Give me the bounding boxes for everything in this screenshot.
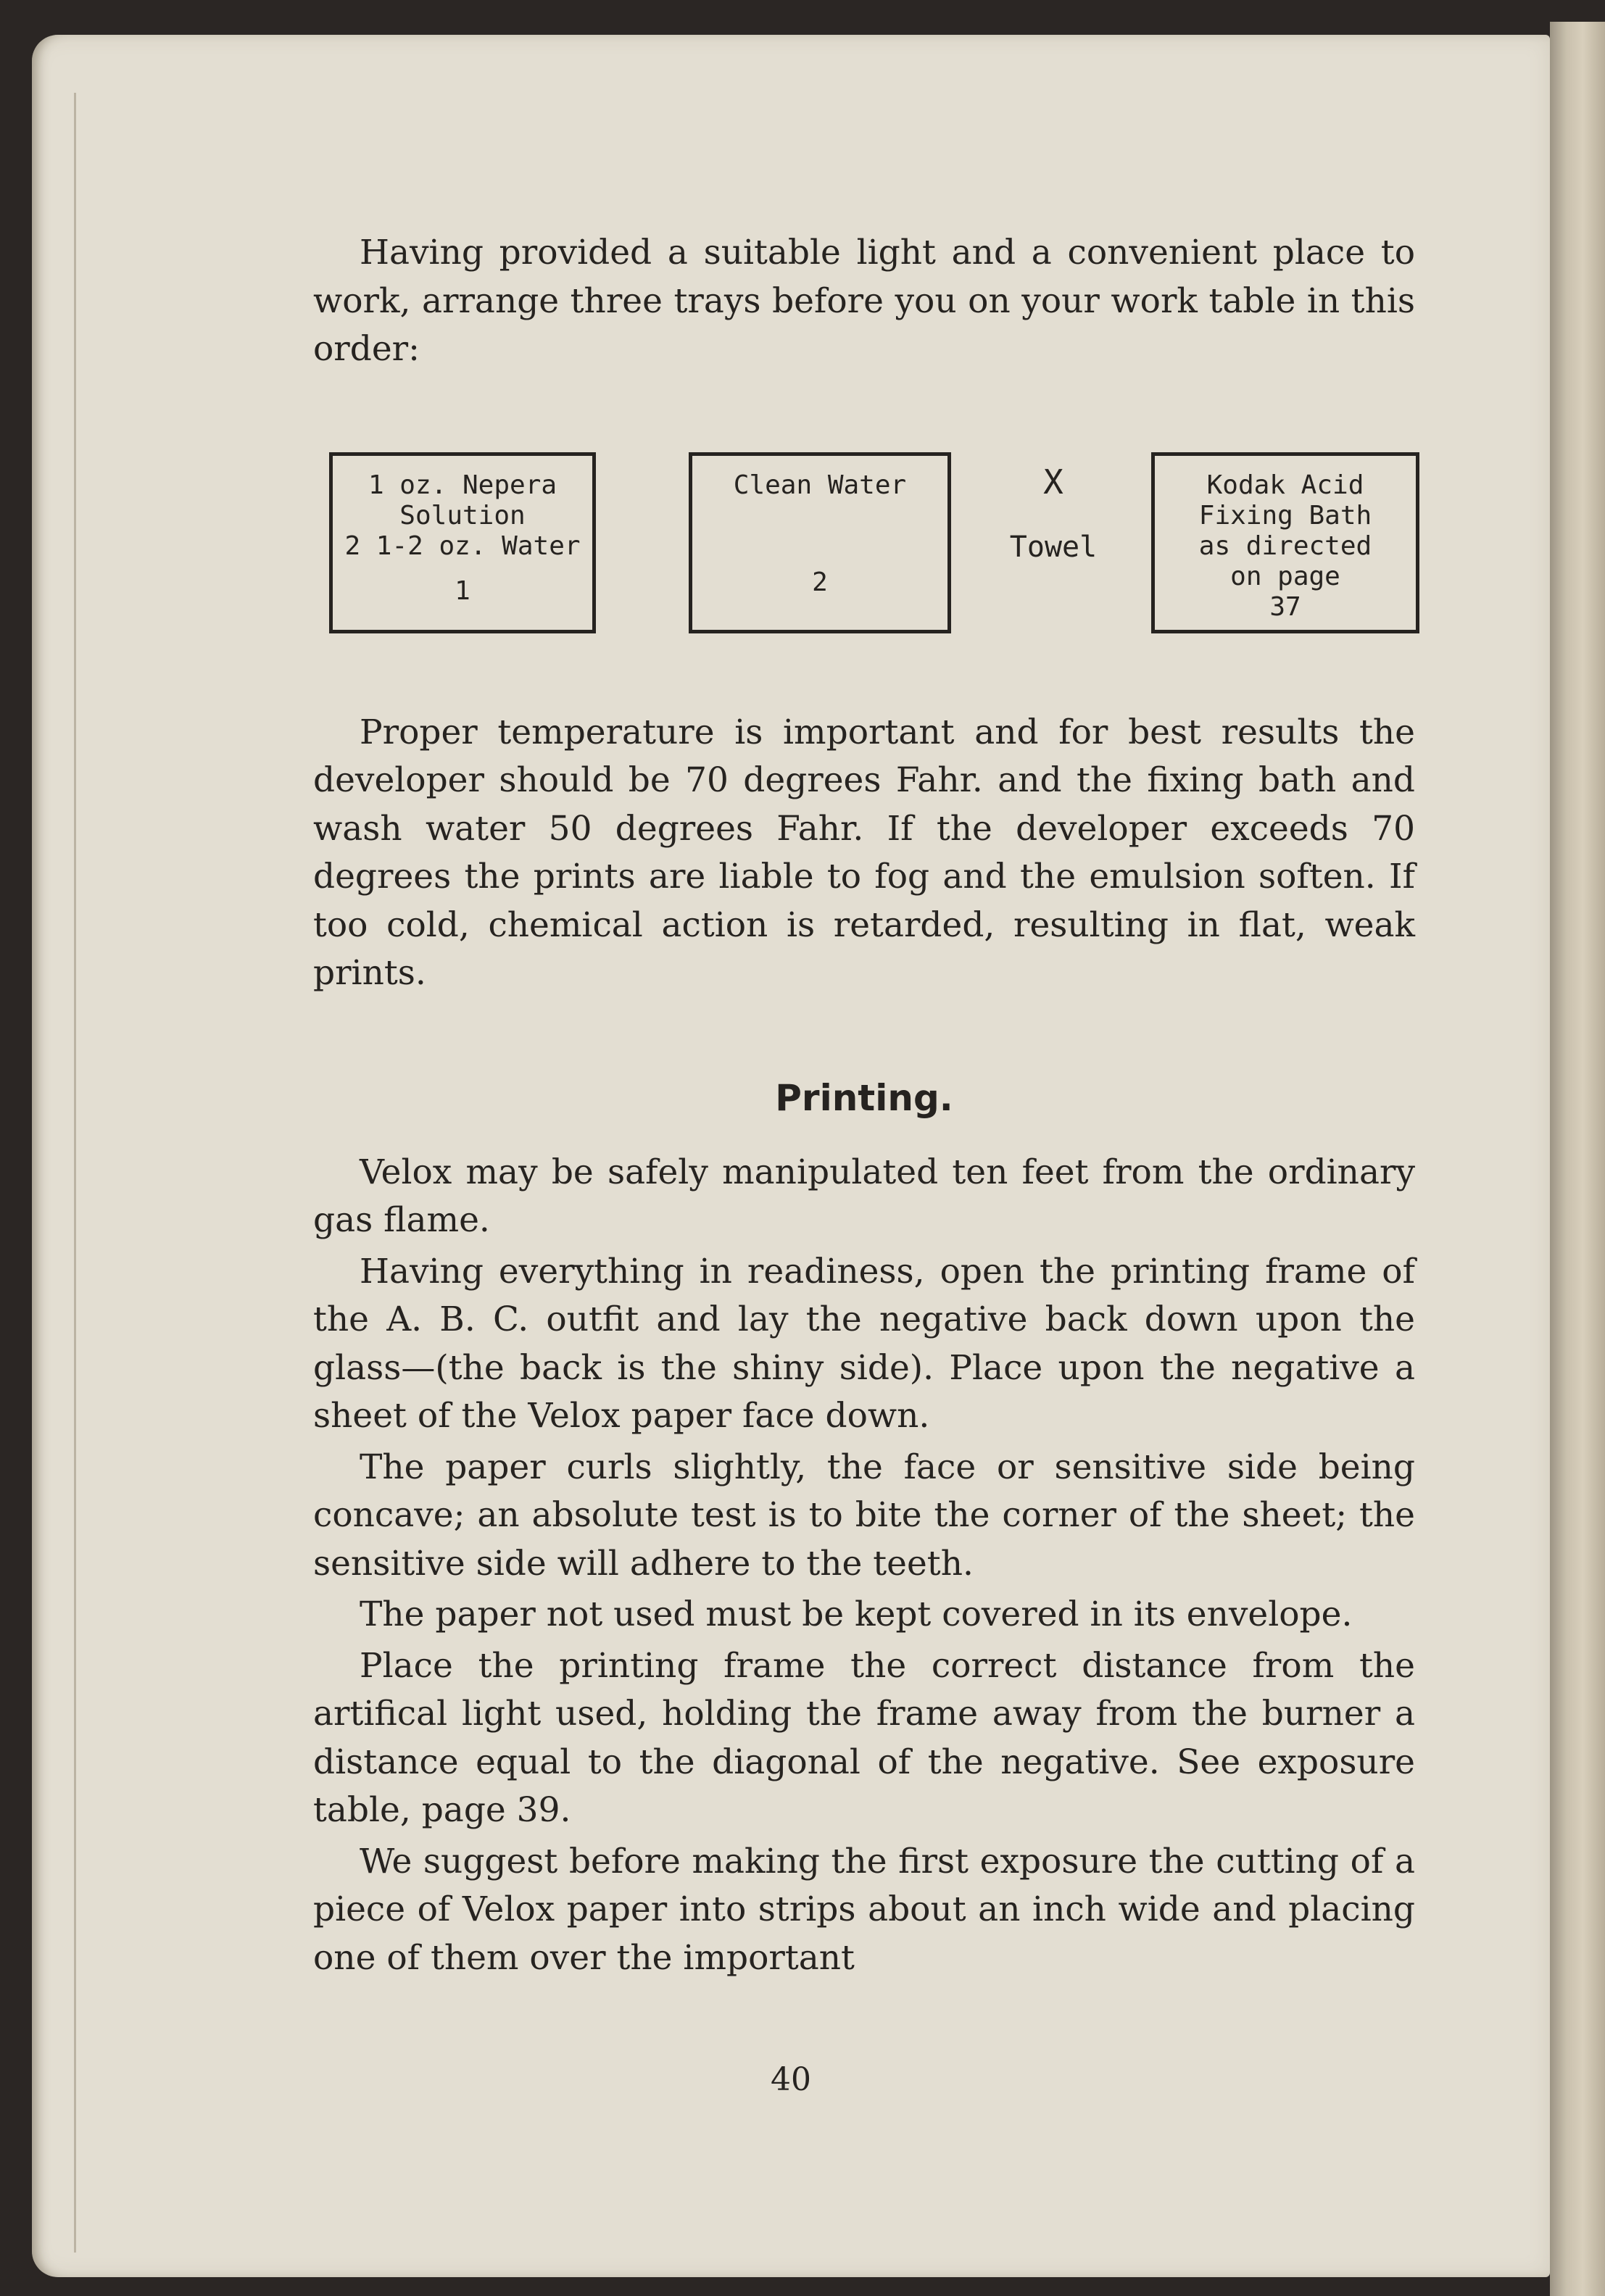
tray-1-line: 1 oz. Nepera: [368, 470, 557, 500]
towel-mark: X: [1043, 462, 1063, 502]
tray-2-number: 2: [812, 567, 828, 597]
tray-2-line: Clean Water: [733, 470, 907, 500]
tray-3-line: Kodak Acid: [1206, 470, 1364, 500]
tray-1-line: Solution: [399, 500, 526, 531]
tray-3-line: Fixing Bath: [1198, 500, 1372, 531]
paragraph: Velox may be safely manipulated ten feet from the ordinary gas flame.: [313, 1152, 1415, 1240]
tray-3-line: on page: [1230, 561, 1340, 591]
tray-3: [1151, 452, 1419, 633]
tray-1: [329, 452, 596, 633]
tray-3-number: 37: [1269, 591, 1301, 622]
intro-paragraph: Having provided a suitable light and a convenient place to work, arrange three trays before you on your work table in this order:: [313, 233, 1415, 369]
tray-1-number: 1: [455, 575, 470, 606]
page-number: 40: [771, 2061, 811, 2098]
page-content: [313, 229, 1415, 1982]
towel-label: Towel: [1009, 530, 1098, 564]
paragraph: Having everything in readiness, open the printing frame of the A. B. C. outfit and lay the negative back down upon the glass—(the back is the shiny side). Place upon the negative a sheet of the Velox paper face down.: [313, 1251, 1415, 1436]
adjacent-page-edge: [1550, 22, 1605, 2296]
tray-2: [689, 452, 951, 633]
tray-1-line: 2 1-2 oz. Water: [344, 531, 581, 561]
page-binding-edge: [74, 93, 76, 2253]
towel-marker: [999, 462, 1108, 564]
paragraph: We suggest before making the first exposure the cutting of a piece of Velox paper into strips about an inch wide and placing one of them over the important: [313, 1841, 1415, 1978]
temperature-paragraph: Proper temperature is important and for best results the developer should be 70 degrees Fahr. and the fixing bath and wash water 50 degrees Fahr. If the developer exceeds 70 degrees the prints are liable to fog and the emulsion soften. If too cold, chemical action is retarded, resulting in flat, weak prints.: [313, 712, 1415, 993]
tray-diagram: [313, 452, 1415, 642]
book-page: [32, 35, 1550, 2277]
paragraph: Place the printing frame the correct distance from the artifical light used, holding the frame away from the burner a distance equal to the diagonal of the negative. See exposure table, page 39.: [313, 1645, 1415, 1830]
paragraph: The paper not used must be kept covered in its envelope.: [360, 1594, 1353, 1634]
tray-3-line: as directed: [1198, 531, 1372, 561]
paragraph: The paper curls slightly, the face or sensitive side being concave; an absolute test is to bite the corner of the sheet; the sensitive side will adhere to the teeth.: [313, 1447, 1415, 1584]
section-heading: Printing.: [775, 1076, 953, 1119]
